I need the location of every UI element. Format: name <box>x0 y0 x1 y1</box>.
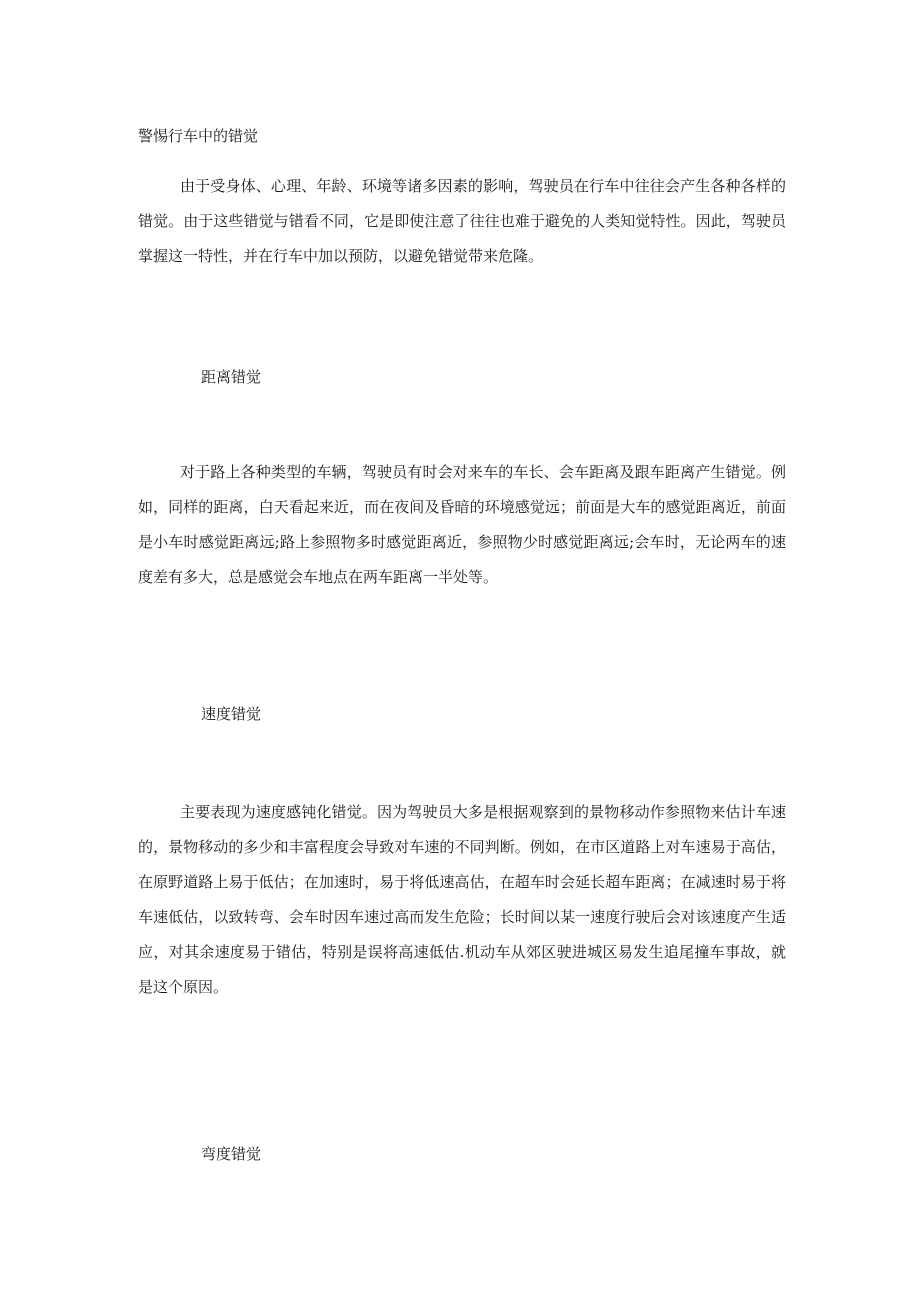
section-heading-curve: 弯度错觉 <box>201 1145 262 1163</box>
section-body-speed: 主要表现为速度感钝化错觉。因为驾驶员大多是根据观察到的景物移动作参照物来估计车速的，景物移动的多少和丰富程度会导致对车速的不同判断。例如，在市区道路上对车速易于高估，在原野道路上易于低估；在加速时，易于将低速高估，在超车时会延长超车距离；在减速时易于将车速低估，以致转弯、会车时因车速过高而发生危险；长时间以某一速度行驶后会对该速度产生适应，对其余速度易于错估，特别是误将高速低估.机动车从郊区驶进城区易发生追尾撞车事故，就是这个原因。 <box>138 803 786 996</box>
section-heading-distance: 距离错觉 <box>201 368 262 386</box>
intro-paragraph: 由于受身体、心理、年龄、环境等诸多因素的影响，驾驶员在行车中往往会产生各种各样的错觉。由于这些错觉与错看不同，它是即使注意了往往也难于避免的人类知觉特性。因此，驾驶员掌握这一特性，并在行车中加以预防，以避免错觉带来危隆。 <box>138 177 786 265</box>
section-body-distance: 对于路上各种类型的车辆，驾驶员有时会对来车的车长、会车距离及跟车距离产生错觉。例如，同样的距离，白天看起来近，而在夜间及昏暗的环境感觉远；前面是大车的感觉距离近，前面是小车时感觉距离远;路上参照物多时感觉距离近，参照物少时感觉距离远;会车时，无论两车的速度差有多大，总是感觉会车地点在两车距离一半处等。 <box>138 463 786 586</box>
document-title: 警惕行车中的错觉 <box>138 127 259 145</box>
section-heading-speed: 速度错觉 <box>201 705 262 723</box>
